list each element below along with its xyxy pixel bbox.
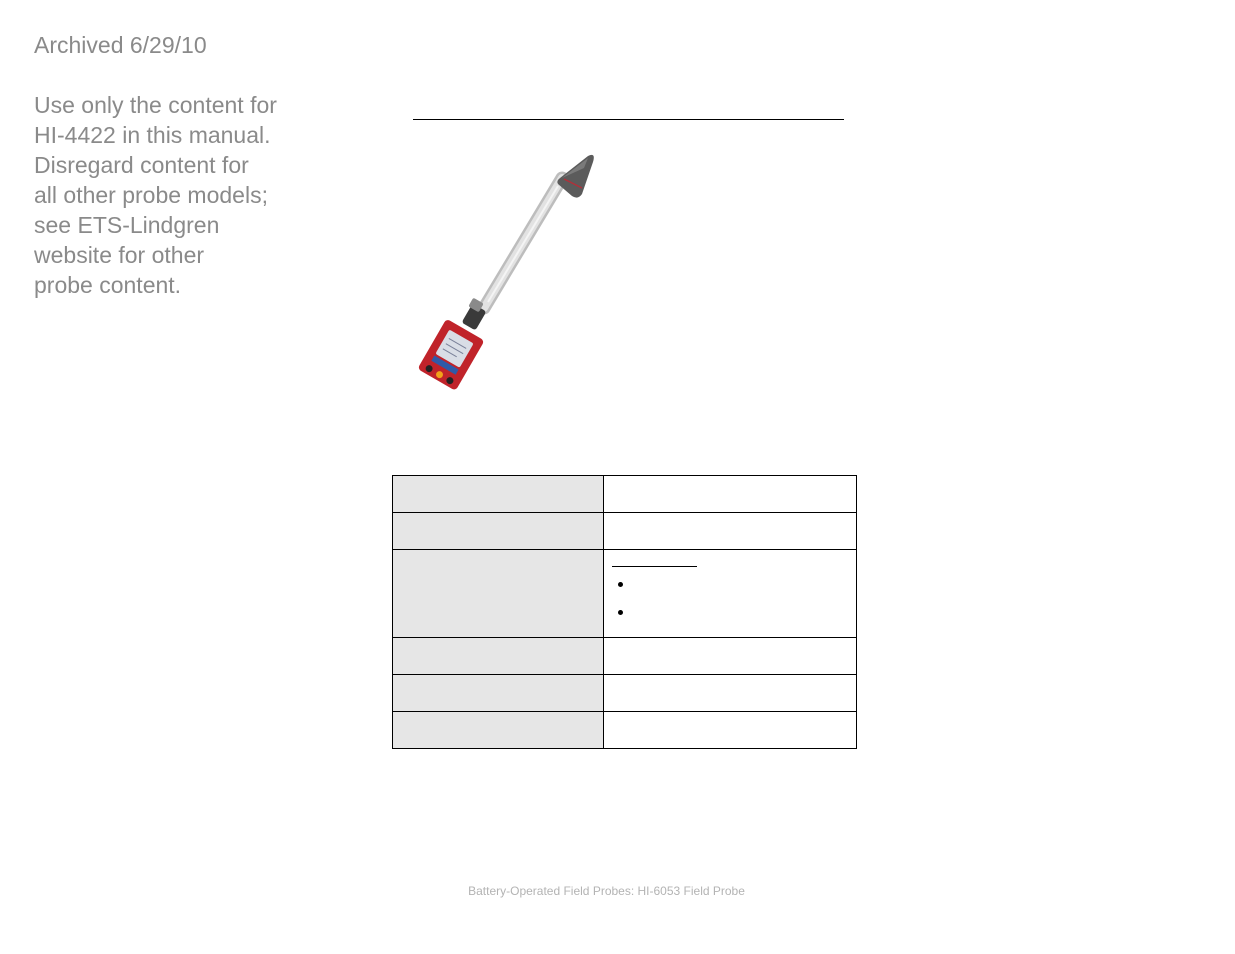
archive-line: website for other xyxy=(34,242,205,268)
table-value-cell xyxy=(604,476,857,513)
table-label-cell xyxy=(393,638,604,675)
table-label-cell xyxy=(393,712,604,749)
probe-shaft xyxy=(484,178,562,308)
bullet-list xyxy=(604,575,856,631)
page-footer: Battery-Operated Field Probes: HI-6053 Field Probe xyxy=(468,884,745,898)
table-value-cell xyxy=(604,675,857,712)
table-row xyxy=(393,476,857,513)
field-probe-illustration xyxy=(412,148,612,398)
archive-line: all other probe models; xyxy=(34,182,268,208)
table-label-cell xyxy=(393,513,604,550)
archive-note xyxy=(34,30,324,300)
table-label-cell xyxy=(393,476,604,513)
table-row xyxy=(393,638,857,675)
archive-line: Use only the content for xyxy=(34,92,277,118)
archive-line: Disregard content for xyxy=(34,152,249,178)
archive-line: probe content. xyxy=(34,272,182,298)
spec-table xyxy=(392,475,857,749)
field-probe-photo xyxy=(412,148,612,398)
title-rule xyxy=(413,119,844,120)
bullet-icon xyxy=(618,610,623,615)
table-value-cell xyxy=(604,638,857,675)
table-label-cell xyxy=(393,550,604,638)
table-row xyxy=(393,513,857,550)
table-value-cell xyxy=(604,712,857,749)
table-row xyxy=(393,712,857,749)
table-row xyxy=(393,550,857,638)
archive-line: see ETS-Lindgren xyxy=(34,212,220,238)
cell-underline xyxy=(612,566,697,567)
list-item xyxy=(618,603,856,631)
table-row xyxy=(393,675,857,712)
table-label-cell xyxy=(393,675,604,712)
archive-line: HI-4422 in this manual. xyxy=(34,122,271,148)
table-value-cell xyxy=(604,513,857,550)
table-value-cell xyxy=(604,550,857,638)
archive-instructions xyxy=(34,90,324,300)
probe-head xyxy=(557,155,593,198)
list-item xyxy=(618,575,856,603)
probe-body xyxy=(417,319,484,391)
bullet-icon xyxy=(618,582,623,587)
archive-date: Archived 6/29/10 xyxy=(34,32,207,58)
